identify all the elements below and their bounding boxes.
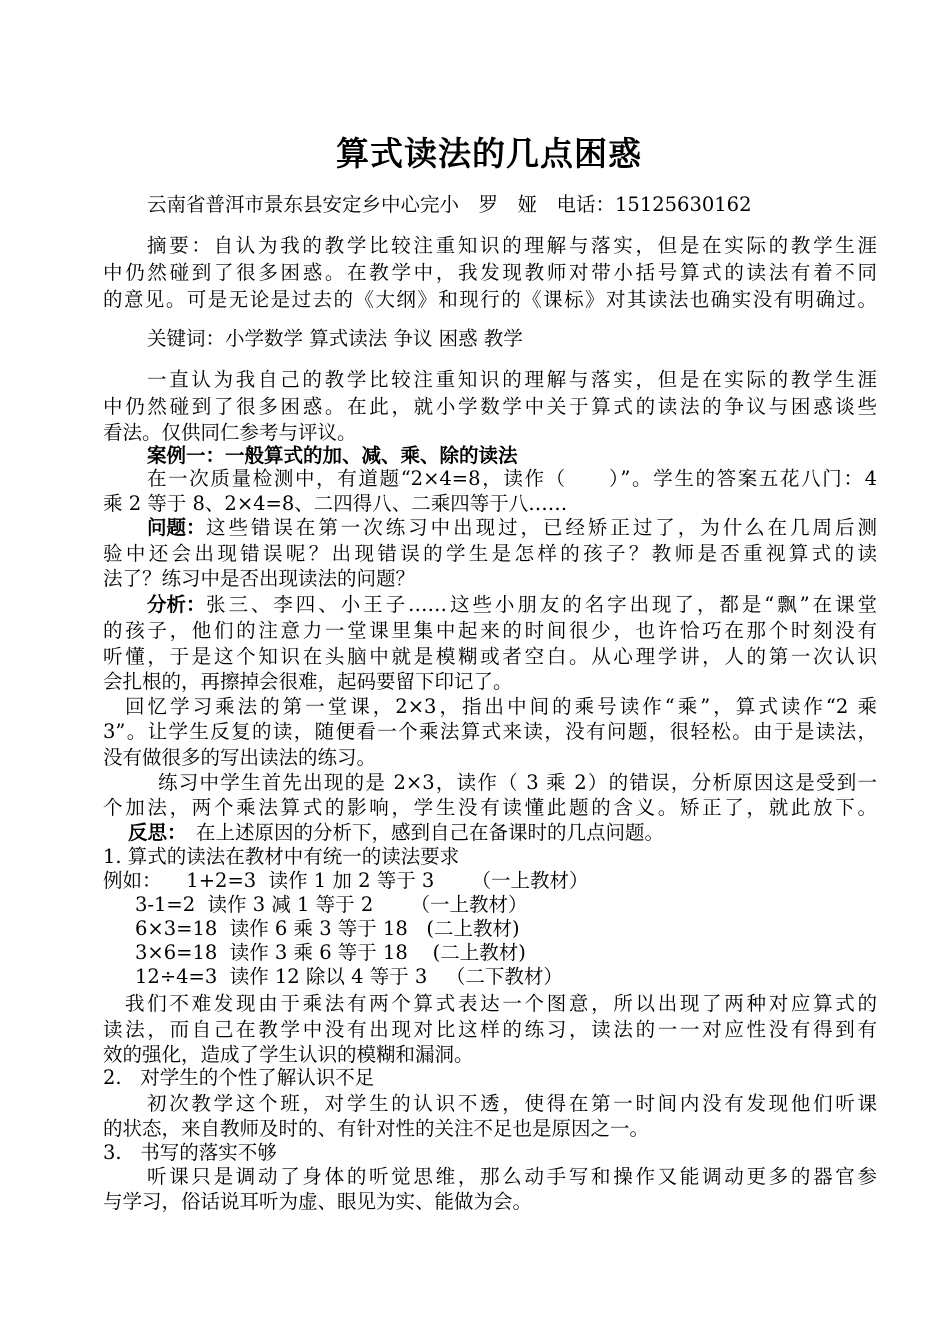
case1-text-line: 乘 2 等于 8、2×4=8、二四得八、二乘四等于八…… <box>103 492 568 515</box>
intro-line: 一直认为我自己的教学比较注重知识的理解与落实，但是在实际的教学生涯 <box>147 368 877 391</box>
document-title: 算式读法的几点困惑 <box>336 134 642 173</box>
abstract-line: 摘要：自认为我的教学比较注重知识的理解与落实，但是在实际的教学生涯 <box>147 234 877 257</box>
recall-line: 回忆学习乘法的第一堂课，2×3，指出中间的乘号读作“乘”，算式读作“2 乘 <box>125 695 877 718</box>
point2-heading: 2. 对学生的个性了解认识不足 <box>103 1066 375 1089</box>
keywords-line: 关键词：小学数学 算式读法 争议 困惑 教学 <box>147 327 523 350</box>
practice-line: 练习中学生首先出现的是 2×3，读作（ 3 乘 2）的错误，分析原因这是受到一 <box>158 771 877 794</box>
recall-line: 3”。让学生反复的读，随便看一个乘法算式来读，没有问题，很轻松。由于是读法， <box>103 720 877 743</box>
point2-text-line: 初次教学这个班，对学生的认识不透，使得在第一时间内没有发现他们听课 <box>147 1092 877 1115</box>
analysis-label: 分析： <box>147 593 206 616</box>
point1-text-line: 读法，而自己在教学中没有出现对比这样的练习，读法的一一对应性没有得到有 <box>103 1018 877 1041</box>
case1-heading: 案例一：一般算式的加、减、乘、除的读法 <box>147 444 518 467</box>
analysis-text-line: 会扎根的，再擦掉会很难，起码要留下印记了。 <box>103 670 513 693</box>
question-text-line: 法了？练习中是否出现读法的问题？ <box>103 567 416 590</box>
example-line: 3×6=18 读作 3 乘 6 等于 18 (二上教材) <box>135 941 526 964</box>
example-line: 3-1=2 读作 3 减 1 等于 2 （一上教材） <box>135 893 528 916</box>
point2-text-line: 的状态，来自教师及时的、有针对性的关注不足也是原因之一。 <box>103 1117 650 1140</box>
point1-text-line: 我们不难发现由于乘法有两个算式表达一个图意，所以出现了两种对应算式的 <box>125 992 877 1015</box>
practice-line: 个加法，两个乘法算式的影响，学生没有读懂此题的含义。矫正了，就此放下。 <box>103 796 877 819</box>
recall-line: 没有做很多的写出读法的练习。 <box>103 746 377 769</box>
reflection-text: 在上述原因的分析下，感到自己在备课时的几点问题。 <box>196 821 665 844</box>
abstract-line: 中仍然碰到了很多困惑。在教学中，我发现教师对带小括号算式的读法有着不同 <box>103 261 877 284</box>
point1-text-line: 效的强化，造成了学生认识的模糊和漏洞。 <box>103 1043 474 1066</box>
analysis-text-line: 的孩子，他们的注意力一堂课里集中起来的时间很少，也许恰巧在那个时刻没有 <box>103 619 877 642</box>
intro-line: 中仍然碰到了很多困惑。在此，就小学数学中关于算式的读法的争议与困惑谈些 <box>103 395 877 418</box>
question-label: 问题： <box>147 516 206 539</box>
question-text-line: 这些错误在第一次练习中出现过，已经矫正过了，为什么在几周后测 <box>206 516 877 539</box>
point3-heading: 3. 书写的落实不够 <box>103 1141 277 1164</box>
question-text-line: 验中还会出现错误呢？出现错误的学生是怎样的孩子？教师是否重视算式的读 <box>103 542 877 565</box>
point3-text-line: 与学习，俗话说耳听为虚、眼见为实、能做为会。 <box>103 1190 533 1213</box>
example-line: 12÷4=3 读作 12 除以 4 等于 3 （二下教材） <box>135 965 563 988</box>
reflection-label: 反思： <box>128 821 187 844</box>
example-line: 6×3=18 读作 6 乘 3 等于 18 (二上教材) <box>135 917 520 940</box>
point3-text-line: 听课只是调动了身体的听觉思维，那么动手写和操作又能调动更多的器官参 <box>147 1165 877 1188</box>
analysis-text-line: 张三、李四、小王子……这些小朋友的名字出现了，都是“飘”在课堂 <box>206 593 877 616</box>
example-line: 例如： 1+2=3 读作 1 加 2 等于 3 （一上教材） <box>103 869 589 892</box>
abstract-line: 的意见。可是无论是过去的《大纲》和现行的《课标》对其读法也确实没有明确过。 <box>103 288 877 311</box>
analysis-text-line: 听懂，于是这个知识在头脑中就是模糊或者空白。从心理学讲，人的第一次认识 <box>103 645 877 668</box>
author-line: 云南省普洱市景东县安定乡中心完小 罗 娅 电话：15125630162 <box>147 193 752 216</box>
point1-heading: 1. 算式的读法在教材中有统一的读法要求 <box>103 845 460 868</box>
intro-line: 看法。仅供同仁参考与评议。 <box>103 421 357 444</box>
case1-text-line: 在一次质量检测中，有道题“2×4=8，读作（ ）”。学生的答案五花八门：4 <box>147 467 877 490</box>
